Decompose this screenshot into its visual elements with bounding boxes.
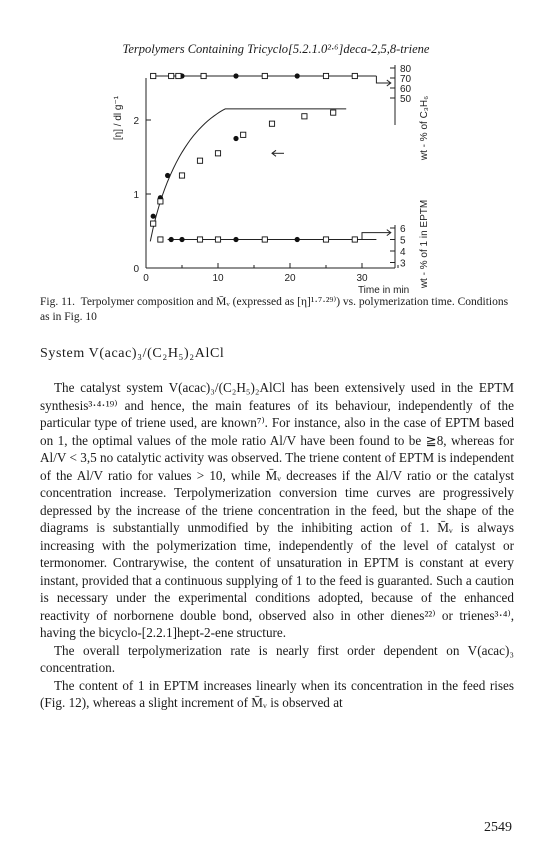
fit-curves xyxy=(150,76,390,241)
x-axis-label: Time in min xyxy=(357,285,410,296)
data-point-filled-right-top xyxy=(295,73,300,78)
data-point-open-left xyxy=(331,110,336,115)
figure-11-chart xyxy=(0,0,552,296)
data-point-open-left xyxy=(215,151,220,156)
data-point-open-left xyxy=(158,199,163,204)
paragraph-2: The overall terpolymerization rate is nearly first order dependent on V(acac)₃ concentration. xyxy=(40,642,514,675)
data-point-open-right-bottom xyxy=(215,237,220,242)
data-point-filled-left xyxy=(151,214,156,219)
data-point-filled-left xyxy=(233,136,238,141)
section-title: System V(acac)₃/(C₂H₅)₂AlCl xyxy=(40,346,225,361)
data-point-open-left xyxy=(241,132,246,137)
caption-text: Terpolymer composition and M̄ᵥ (expressed as [η]¹·⁷·²⁹⁾) vs. polymerization time. Conditions as in Fig. 10 xyxy=(40,296,509,323)
y-right-top-tick-label: 60 xyxy=(400,84,412,95)
x-tick-label: 20 xyxy=(284,273,296,284)
data-point-open-left xyxy=(197,158,202,163)
y-left-tick-label: 0 xyxy=(133,264,139,275)
y-right-top-tick-label: 70 xyxy=(400,74,412,85)
data-point-open-left xyxy=(302,114,307,119)
data-point-open-right-bottom xyxy=(323,237,328,242)
data-point-open-right-top xyxy=(262,73,267,78)
data-point-filled-right-bottom xyxy=(233,237,238,242)
page-number: 2549 xyxy=(484,820,512,835)
data-point-filled-left xyxy=(165,173,170,178)
data-point-open-left xyxy=(179,173,184,178)
caption-label: Fig. 11. xyxy=(40,296,76,308)
y-right-top-axis-label: wt - % of C₃H₆ xyxy=(419,95,430,161)
y-right-bottom-tick-label: 3 xyxy=(400,258,406,270)
data-point-open-right-top xyxy=(151,73,156,78)
body-text xyxy=(40,379,514,712)
data-point-open-right-bottom xyxy=(352,237,357,242)
data-point-filled-right-bottom xyxy=(295,237,300,242)
triene-axis-arrow xyxy=(362,233,391,240)
y-right-top-tick-label: 80 xyxy=(400,64,412,75)
data-point-open-left xyxy=(151,221,156,226)
data-point-open-right-top xyxy=(352,73,357,78)
running-head: Terpolymers Containing Tricyclo[5.2.1.0²·⁶]deca-2,5,8-triene xyxy=(122,42,430,56)
data-point-open-left xyxy=(269,121,274,126)
data-point-open-right-top xyxy=(201,73,206,78)
data-point-filled-right-bottom xyxy=(179,237,184,242)
data-point-open-right-top xyxy=(176,73,181,78)
y-left-axis-label: [η] / dl g⁻¹ xyxy=(113,95,124,141)
data-point-filled-right-top xyxy=(233,73,238,78)
x-tick-label: 0 xyxy=(143,273,149,284)
data-point-filled-right-bottom xyxy=(169,237,174,242)
x-tick-label: 10 xyxy=(212,273,224,284)
y-right-bottom-tick-label: 5 xyxy=(400,235,406,247)
y-right-bottom-tick-label: 4 xyxy=(400,247,406,258)
data-point-open-right-top xyxy=(169,73,174,78)
data-point-open-right-bottom xyxy=(262,237,267,242)
y-left-tick-label: 2 xyxy=(133,116,139,127)
x-tick-label: 30 xyxy=(356,273,368,284)
data-point-open-right-bottom xyxy=(158,237,163,242)
data-point-open-right-top xyxy=(323,73,328,78)
data-point-open-right-bottom xyxy=(197,237,202,242)
y-right-bottom-tick-label: 6 xyxy=(400,224,406,235)
figure-caption xyxy=(40,295,514,325)
data-points xyxy=(151,73,358,242)
y-right-bottom-axis-label: wt - % of 1 in EPTM xyxy=(419,199,430,289)
paragraph-3: The content of 1 in EPTM increases linearly when its concentration in the feed rises (Fig. 12), whereas a slight increment of M̄ᵥ is observed at xyxy=(40,677,514,710)
axis-labels xyxy=(113,64,430,296)
y-right-top-tick-label: 50 xyxy=(400,94,412,105)
paragraph-1: The catalyst system V(acac)₃/(C₂H₅)₂AlCl has been extensively used in the EPTM synthesis³·⁴·¹⁹⁾ and hence, the main features of its behaviour, independently of the particular type of triene used, are known⁷⁾. For instance, also in the case of EPTM based on 1, the optimal values of the mole ratio Al/V have been found to be ≧8, whereas for Al/V < 3,5 no catalytic activity was observed. The triene content of EPTM is independent of the Al/V ratio for values > 10, while M̄ᵥ decreases if the Al/V ratio or the catalyst concentration increase. Terpolymerization conversion time curves are progressively depressed by the increase of the triene concentration in the feed, but the shape of the diagrams is substantially unmodified by the inhibiting action of 1. M̄ᵥ is always increasing with the polymerization time, independently of the level of catalyst or termonomer. Contrarywise, the content of unsaturation in EPTM is constant at every instant, provided that a continuous supplying of 1 to the feed is guaranted. Such a caution is necessary under the experimental conditions adopted, because of the enhanced reactivity of norbornene double bond, observed also in other dienes²²⁾ or trienes³·⁴⁾, having the bicyclo-[2.2.1]hept-2-ene structure. xyxy=(40,380,514,640)
y-left-tick-label: 1 xyxy=(133,190,139,201)
